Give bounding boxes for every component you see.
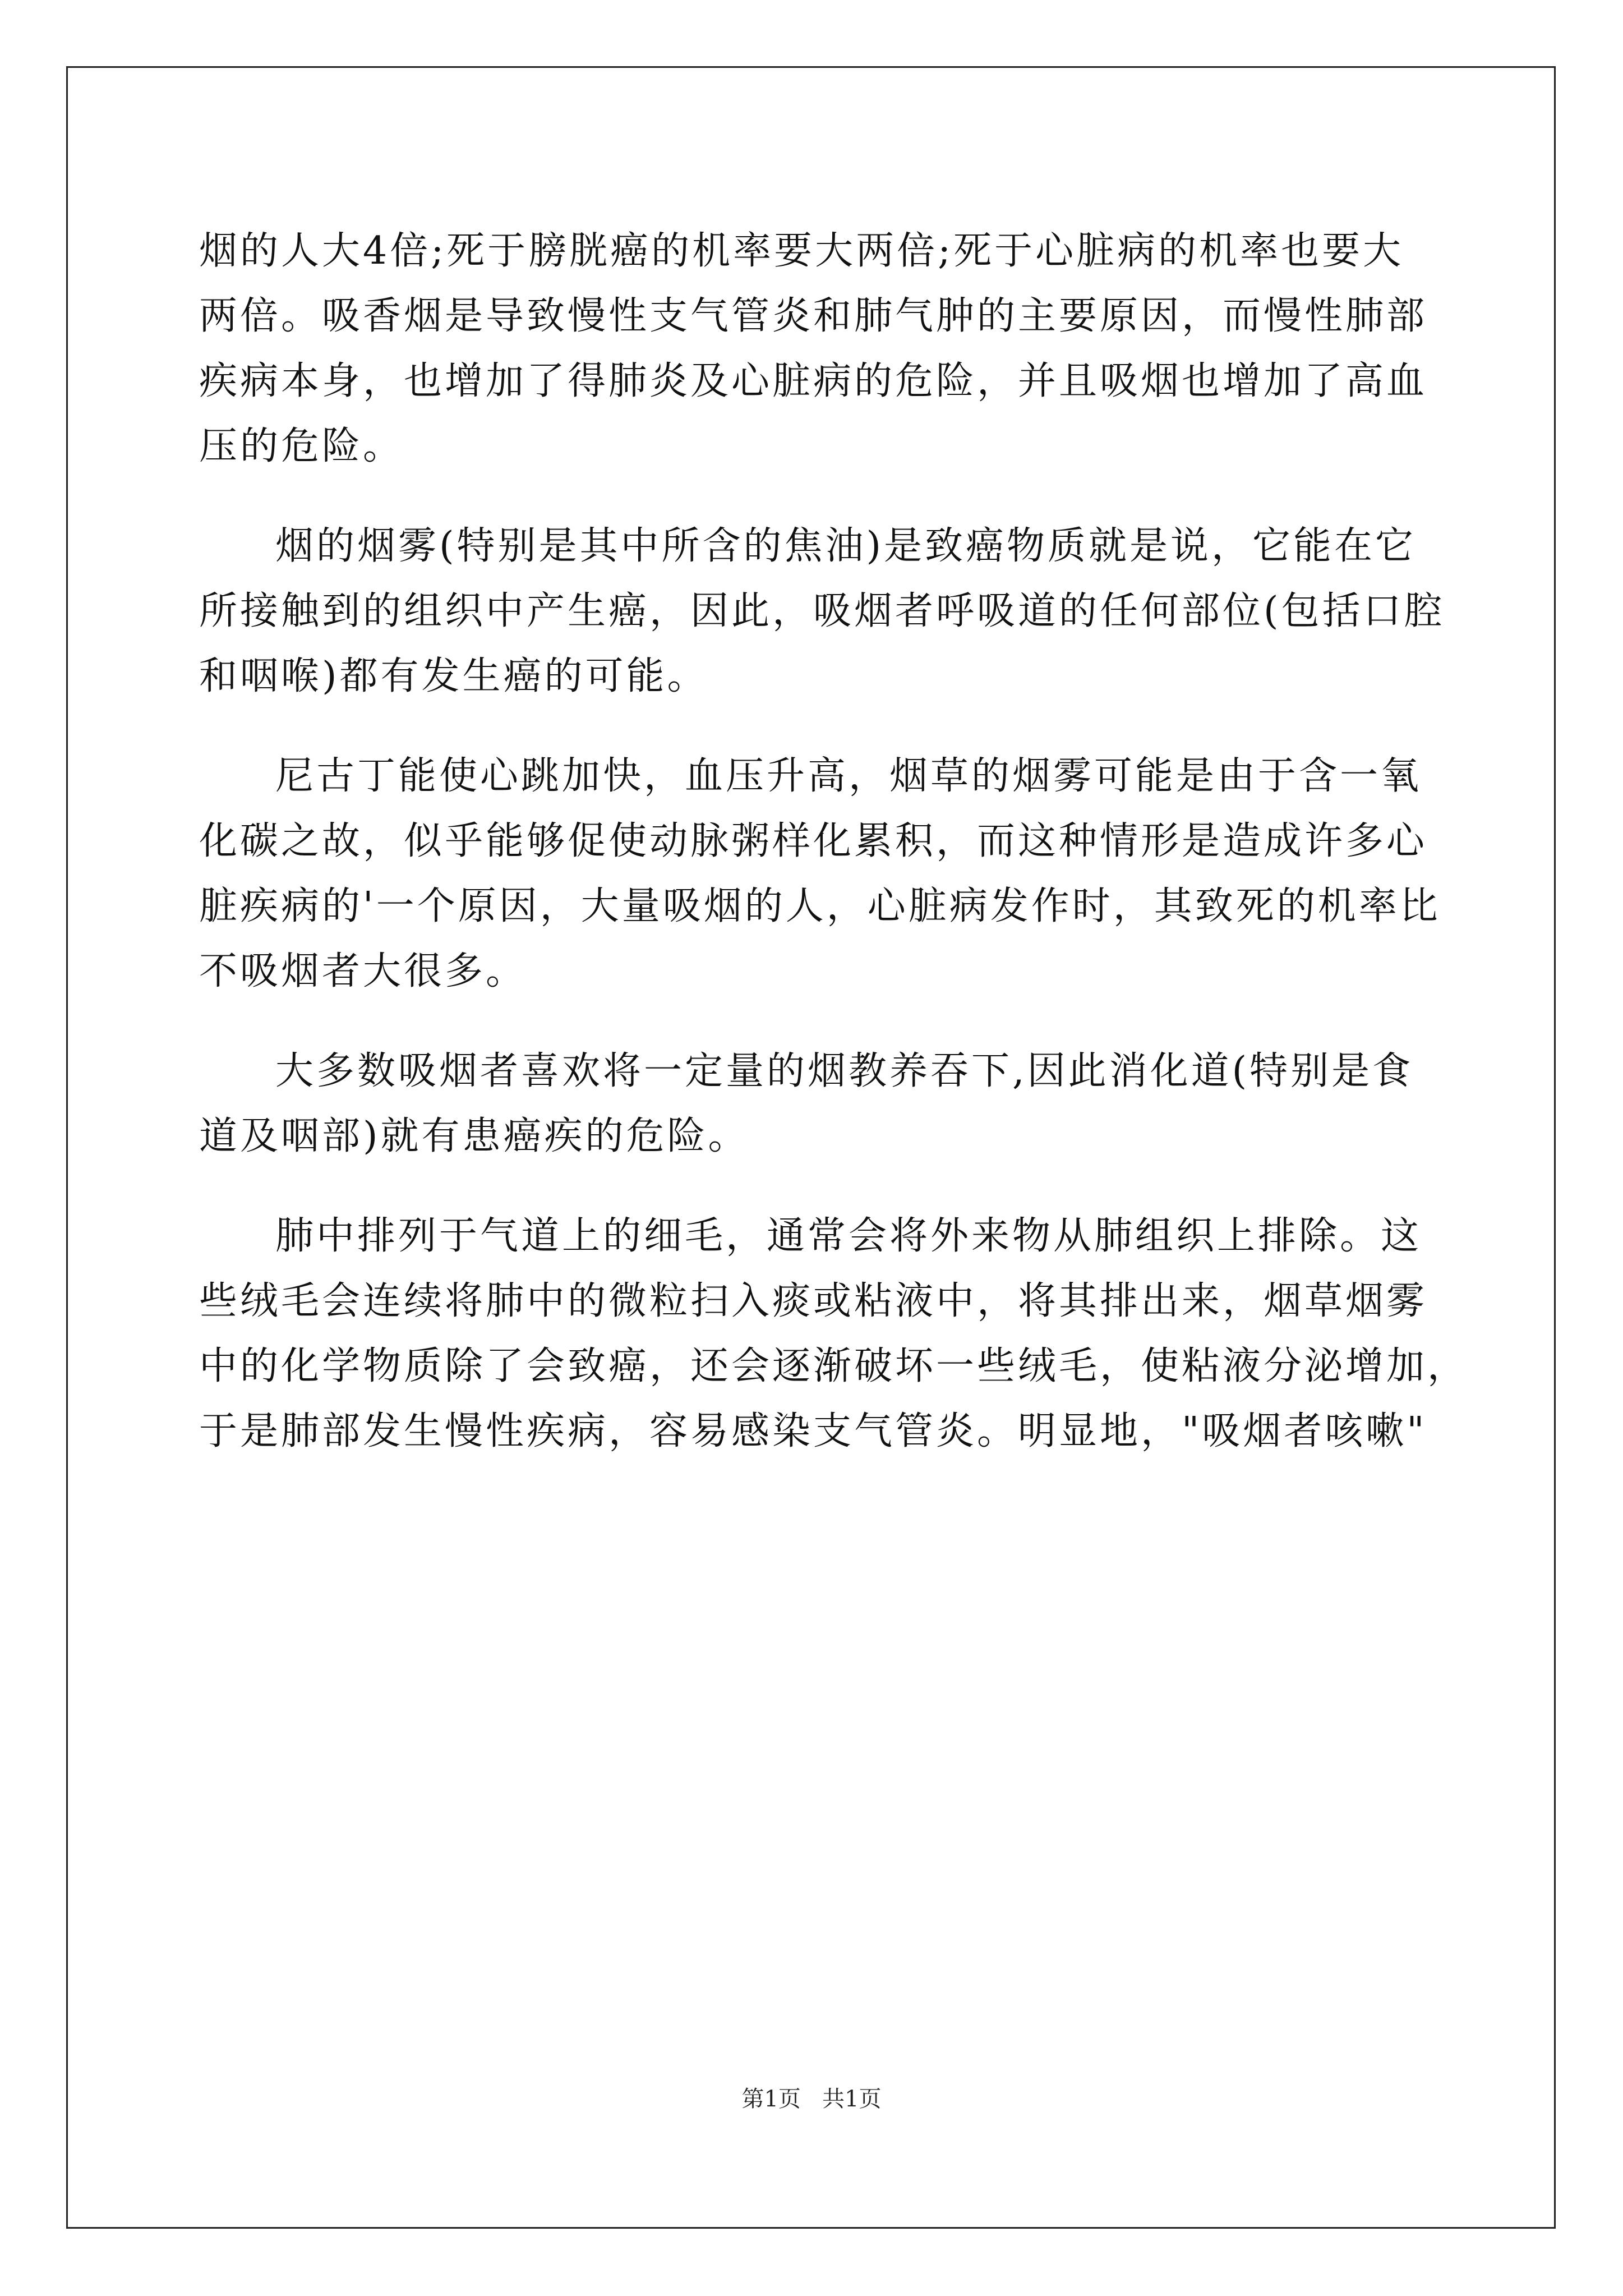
page-number-footer: 第1页 共1页	[741, 2086, 882, 2112]
text-line: 疾病本身，也增加了得肺炎及心脏病的危险，并且吸烟也增加了高血	[199, 359, 1428, 403]
text-line: 和咽喉)都有发生癌的可能。	[199, 654, 708, 698]
document-body	[199, 219, 1469, 1464]
text-line: 烟的烟雾(特别是其中所含的焦油)是致癌物质就是说，它能在它	[275, 524, 1417, 568]
text-line: 不吸烟者大很多。	[199, 949, 527, 993]
text-line: 些绒毛会连续将肺中的微粒扫入痰或粘液中，将其排出来，烟草烟雾	[199, 1279, 1428, 1323]
text-line: 化碳之故，似乎能够促使动脉粥样化累积，而这种情形是造成许多心	[199, 819, 1428, 863]
text-line: 中的化学物质除了会致癌，还会逐渐破坏一些绒毛，使粘液分泌增加，	[199, 1344, 1469, 1388]
text-line: 烟的人大4倍;死于膀胱癌的机率要大两倍;死于心脏病的机率也要大	[199, 229, 1404, 273]
text-line: 尼古丁能使心跳加快，血压升高，烟草的烟雾可能是由于含一氧	[275, 754, 1422, 798]
paragraph	[199, 1204, 1469, 1464]
text-line: 所接触到的组织中产生癌，因此，吸烟者呼吸道的任何部位(包括口腔	[199, 589, 1445, 633]
text-line: 肺中排列于气道上的细毛，通常会将外来物从肺组织上排除。这	[275, 1214, 1422, 1258]
text-line: 两倍。吸香烟是导致慢性支气管炎和肺气肿的主要原因，而慢性肺部	[199, 294, 1428, 338]
text-line: 脏疾病的'一个原因，大量吸烟的人，心脏病发作时，其致死的机率比	[199, 884, 1441, 928]
text-line: 压的危险。	[199, 424, 404, 468]
paragraph	[199, 219, 1428, 479]
text-line: 大多数吸烟者喜欢将一定量的烟教养吞下,因此消化道(特别是食	[275, 1049, 1414, 1093]
paragraph	[199, 1039, 1422, 1169]
text-line: 道及咽部)就有患癌疾的危险。	[199, 1114, 749, 1158]
paragraph	[199, 514, 1445, 709]
paragraph	[199, 744, 1441, 1004]
text-line: 于是肺部发生慢性疾病，容易感染支气管炎。明显地，"吸烟者咳嗽"	[199, 1409, 1427, 1453]
